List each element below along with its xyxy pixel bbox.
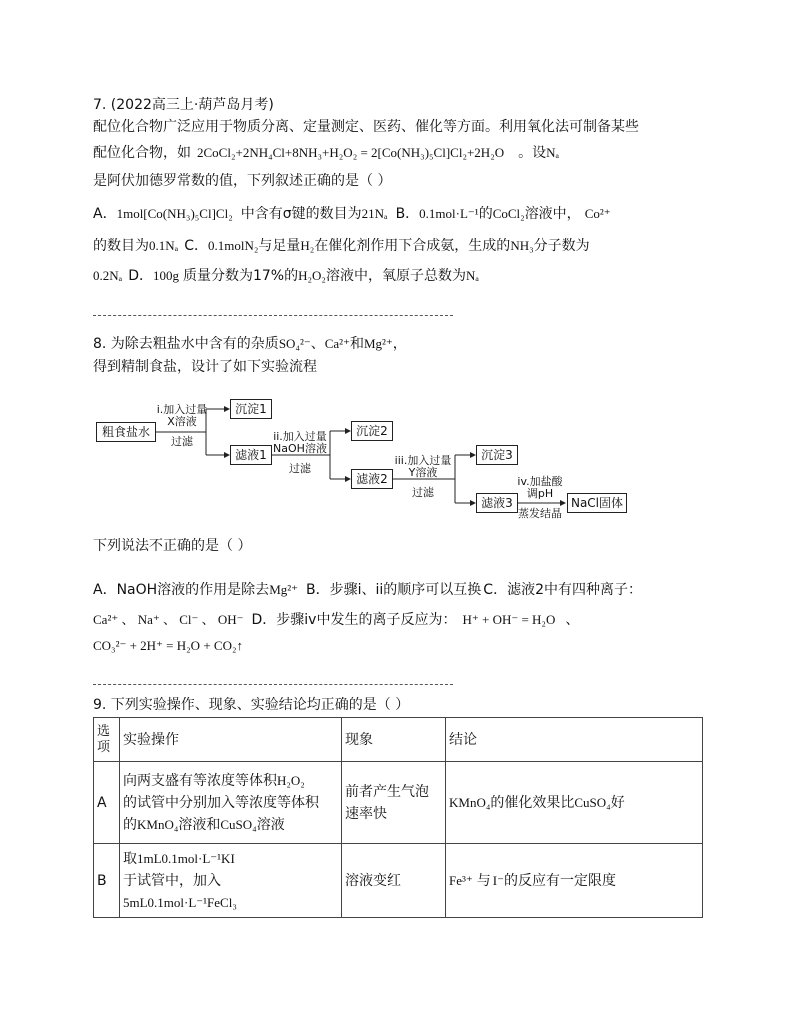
row-b-conclusion: Fe³⁺ 与 I⁻的反应有一定限度 xyxy=(446,844,703,918)
flow-node-precipitate-1: 沉淀1 xyxy=(230,399,272,419)
table-row xyxy=(94,844,703,918)
header-operation: 实验操作 xyxy=(120,718,342,762)
separator xyxy=(93,684,453,685)
header-option: 选项 xyxy=(94,718,120,762)
flow-node-nacl-solid: NaCl固体 xyxy=(567,493,627,513)
equation: 2CoCl₂+2NH₄Cl+8NH₃+H₂O₂ = 2[Co(NH₃)₅Cl]Cl₂+2H₂O xyxy=(197,145,505,160)
row-a-operation: 向两支盛有等浓度等体积H₂O₂ 的试管中分别加入等浓度等体积 的KMnO₄溶液和CuSO₄溶液 xyxy=(120,762,342,844)
row-b-operation: 取1mL0.1mol·L⁻¹KI 于试管中，加入 5mL0.1mol·L⁻¹FeCl₃ xyxy=(120,844,342,918)
q8-question: 下列说法不正确的是（ ） xyxy=(93,538,252,554)
q8-options-ac: A．NaOH溶液的作用是除去Mg²⁺ B．步骤i、ii的顺序可以互换 C．滤液2中有四种离子： xyxy=(93,582,642,598)
table-header-row xyxy=(94,718,703,762)
row-a-phenomenon: 前者产生气泡速率快 xyxy=(342,762,446,844)
q9-title: 9. 下列实验操作、现象、实验结论均正确的是（ ） xyxy=(93,697,410,713)
q7-line: 配位化合物，如 2CoCl₂+2NH₄Cl+8NH₃+H₂O₂ = 2[Co(NH₃)₅Cl]Cl₂+2H₂O 。设Nₐ xyxy=(93,145,560,161)
q7-line: 是阿伏加德罗常数的值，下列叙述正确的是（ ） xyxy=(93,173,392,189)
row-b-phenomenon: 溶液变红 xyxy=(342,844,446,918)
flow-node-crude-brine: 粗食盐水 xyxy=(96,422,156,442)
flow-node-filtrate-2: 滤液2 xyxy=(351,469,393,489)
q7-options-cd: 0.2Nₐ D．100g 质量分数为17%的H₂O₂溶液中，氧原子总数为Nₐ xyxy=(93,268,479,284)
header-conclusion: 结论 xyxy=(446,718,703,762)
q8-options-cd: Ca²⁺ 、 Na⁺ 、 Cl⁻ 、 OH⁻ D．步骤iv中发生的离子反应为： H⁺ + OH⁻ = H₂O 、 xyxy=(93,612,580,628)
flow-node-precipitate-2: 沉淀2 xyxy=(351,421,393,441)
flow-node-filtrate-3: 滤液3 xyxy=(476,493,518,513)
row-a-conclusion: KMnO₄的催化效果比CuSO₄好 xyxy=(446,762,703,844)
flow-step-4: iv.加盐酸 调pH 蒸发结晶 xyxy=(517,475,563,520)
flow-node-precipitate-3: 沉淀3 xyxy=(476,445,518,465)
q8-equation-2: CO₃²⁻ + 2H⁺ = H₂O + CO₂↑ xyxy=(93,638,243,653)
q8-stem: 得到精制食盐，设计了如下实验流程 xyxy=(93,359,317,375)
q7-options-ab: A．1mol[Co(NH₃)₅Cl]Cl₂ 中含有σ键的数目为21Nₐ B．0.1mol·L⁻¹的CoCl₂溶液中， Co²⁺ xyxy=(93,206,611,222)
flow-node-filtrate-1: 滤液1 xyxy=(230,445,272,465)
q7-options-bc: 的数目为0.1Nₐ C．0.1molN₂与足量H₂在催化剂作用下合成氨，生成的NH₃分子数为 xyxy=(93,238,590,254)
q7-line: 配位化合物广泛应用于物质分离、定量测定、医药、催化等方面。利用氧化法可制备某些 xyxy=(93,119,639,135)
q7-source: 7. (2022高三上·葫芦岛月考) xyxy=(93,97,274,113)
row-b-option: B xyxy=(94,844,120,918)
flow-step-2: ii.加入过量 NaOH溶液 过滤 xyxy=(273,430,327,475)
row-a-option: A xyxy=(94,762,120,844)
header-phenomenon: 现象 xyxy=(342,718,446,762)
q8-stem: 8. 为除去粗盐水中含有的杂质SO₄²⁻、Ca²⁺和Mg²⁺， xyxy=(93,336,407,352)
table-row xyxy=(94,762,703,844)
flow-step-3: iii.加入过量 Y溶液 过滤 xyxy=(394,454,452,499)
q9-table xyxy=(93,717,703,918)
flow-step-1: i.加入过量 X溶液 过滤 xyxy=(156,403,208,448)
